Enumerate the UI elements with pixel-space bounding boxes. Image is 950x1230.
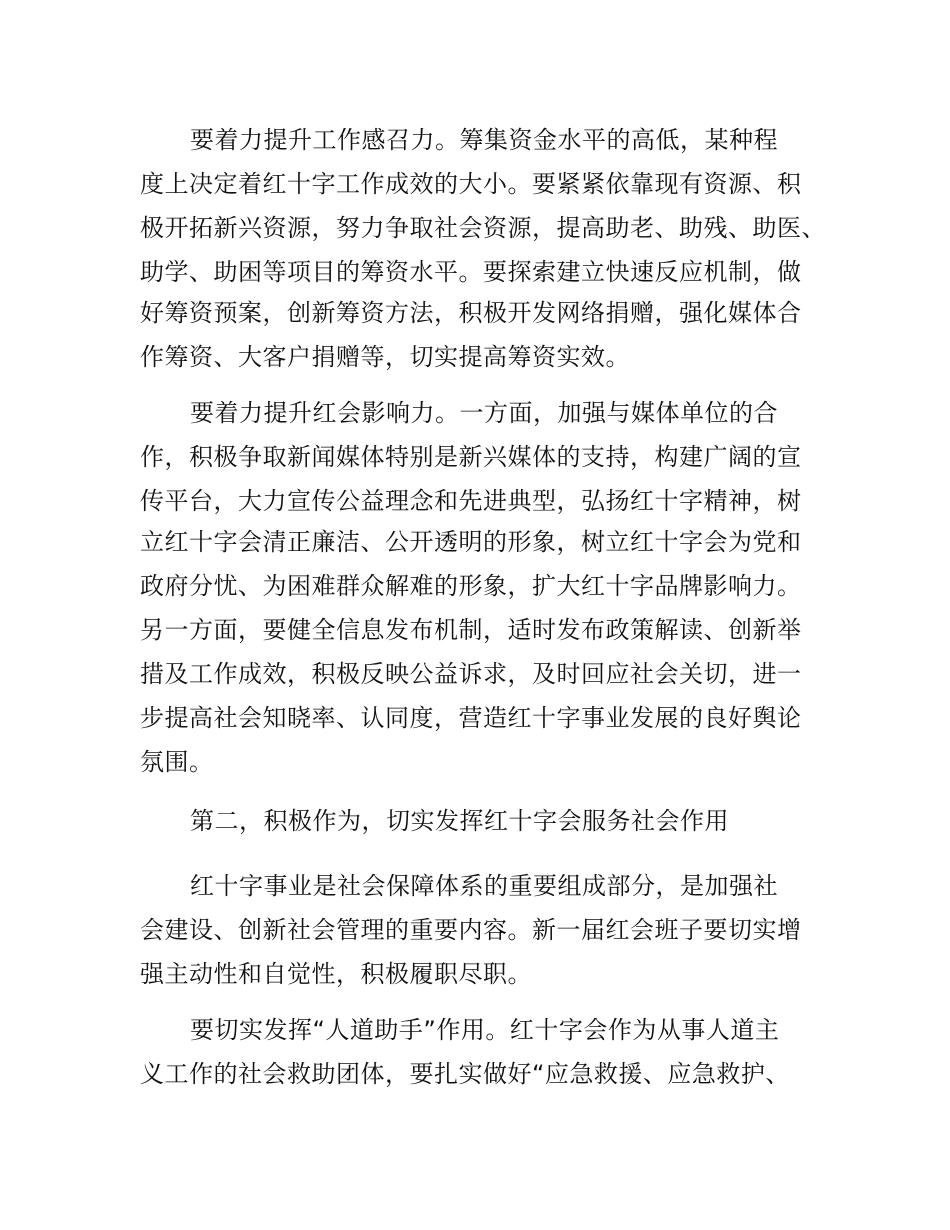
paragraph-2-line-5: 政府分忧、为困难群众解难的形象，扩大红十字品牌影响力。	[140, 572, 802, 600]
paragraph-1-line-5: 好筹资预案，创新筹资方法，积极开发网络捐赠，强化媒体合	[140, 299, 802, 327]
paragraph-2-line-3: 传平台，大力宣传公益理念和先进典型，弘扬红十字精神，树	[140, 487, 802, 515]
paragraph-2-line-7: 措及工作成效，积极反映公益诉求，及时回应社会关切，进一	[140, 660, 802, 688]
paragraph-4-line-2: 会建设、创新社会管理的重要内容。新一届红会班子要切实增	[140, 916, 802, 944]
paragraph-1-line-6: 作筹资、大客户捐赠等，切实提高筹资实效。	[140, 343, 630, 371]
paragraph-2-line-2: 作，积极争取新闻媒体特别是新兴媒体的支持，构建广阔的宣	[140, 443, 802, 471]
paragraph-1-line-1: 要着力提升工作感召力。筹集资金水平的高低，某种程	[190, 126, 778, 154]
paragraph-2-line-4: 立红十字会清正廉洁、公开透明的形象，树立红十字会为党和	[140, 528, 802, 556]
paragraph-4-line-3: 强主动性和自觉性，积极履职尽职。	[140, 960, 532, 988]
paragraph-5-line-2: 义工作的社会救助团体，要扎实做好“应急救援、应急救护、	[140, 1060, 790, 1088]
paragraph-1-line-4: 助学、助困等项目的筹资水平。要探索建立快速反应机制，做	[140, 258, 802, 286]
paragraph-2-line-6: 另一方面，要健全信息发布机制，适时发布政策解读、创新举	[140, 616, 802, 644]
paragraph-2-line-1: 要着力提升红会影响力。一方面，加强与媒体单位的合	[190, 399, 778, 427]
paragraph-1-line-3: 极开拓新兴资源，努力争取社会资源，提高助老、助残、助医、	[140, 214, 826, 242]
paragraph-2-line-9: 氛围。	[140, 748, 214, 776]
paragraph-1-line-2: 度上决定着红十字工作成效的大小。要紧紧依靠现有资源、积	[140, 170, 802, 198]
section-heading: 第二，积极作为，切实发挥红十字会服务社会作用	[190, 807, 729, 835]
paragraph-2-line-8: 步提高社会知晓率、认同度，营造红十字事业发展的良好舆论	[140, 704, 802, 732]
paragraph-4-line-1: 红十字事业是社会保障体系的重要组成部分，是加强社	[190, 872, 778, 900]
paragraph-5-line-1: 要切实发挥“人道助手”作用。红十字会作为从事人道主	[190, 1016, 780, 1044]
